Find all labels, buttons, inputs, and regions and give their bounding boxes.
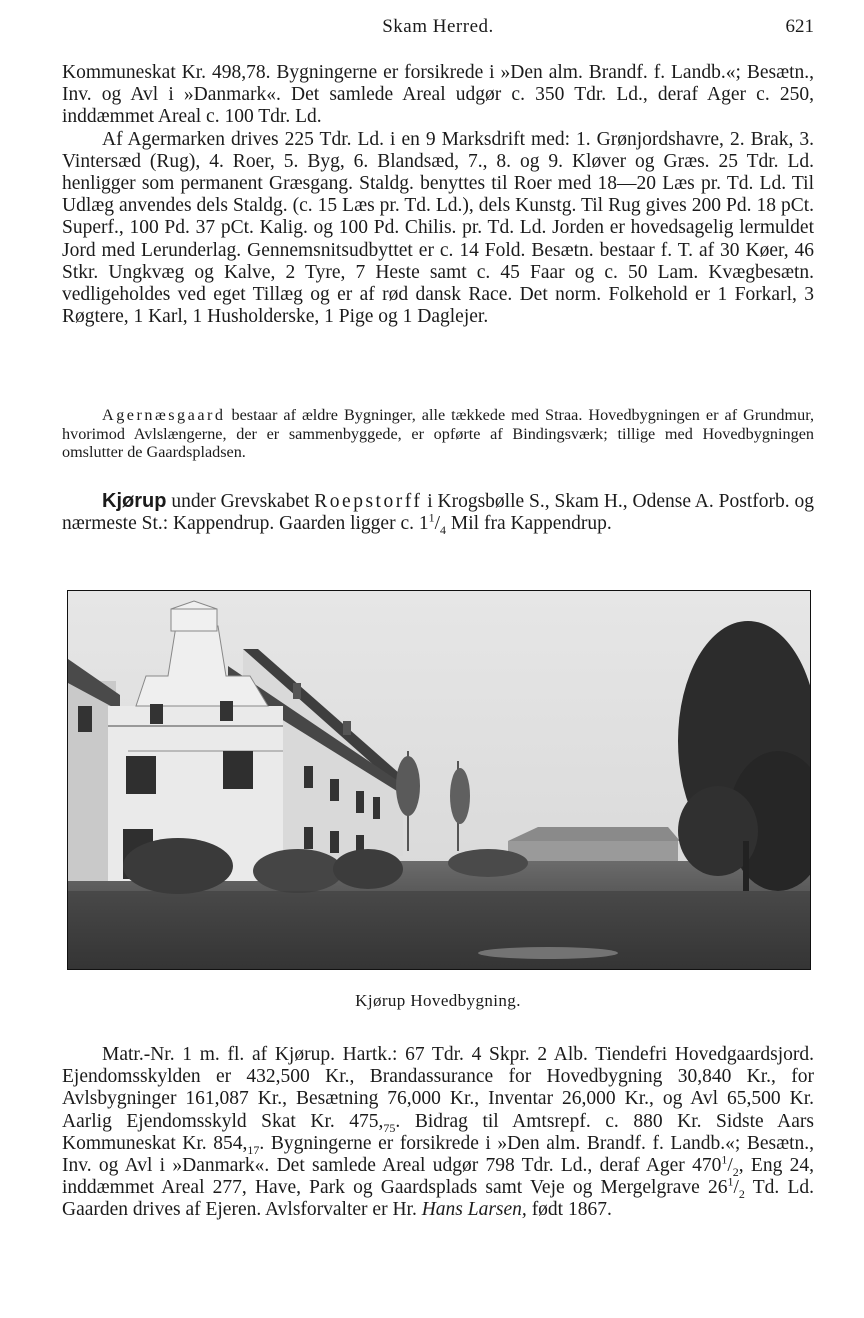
manor-photo-image xyxy=(68,591,810,969)
photo-caption: Kjørup Hovedbygning. xyxy=(355,991,521,1010)
paragraph-taxes-area: Kommuneskat Kr. 498,78. Bygningerne er forsikrede i »Den alm. Brandf. f. Landb.«; Besætn., Inv. og Avl i »Danmark«. Det samlede Areal udgør c. 350 Tdr. Ld., deraf Ager c. 250, inddæmmet Areal c. 100 Tdr. Ld. xyxy=(62,62,814,128)
details-text-c: . Bygningerne er forsikrede i »Den alm. Brandf. f. Landb.«; Besætn., Inv. og Avl i »Danmark«. Det samlede Areal udgør 798 Tdr. Ld., deraf Ager 470 xyxy=(62,1132,815,1177)
estate-heading xyxy=(62,490,814,538)
agernaesgaard-text xyxy=(62,62,814,328)
fraction1-numerator: 1 xyxy=(721,1152,728,1167)
paragraph-farming: Af Agermarken drives 225 Tdr. Ld. i en 9 Marksdrift med: 1. Grønjordshavre, 2. Brak, 3. Vintersæd (Rug), 4. Roer, 5. Byg, 6. Blandsæd, 7., 8. og 9. Kløver og Græs. 25 Tdr. Ld. henligger som permanent Græsgang. Staldg. benyttes til Roer med 18—20 Læs pr. Td. Ld. Til Udlæg anvendes dels Staldg. (c. 15 Læs pr. Td. Ld.), dels Kunstg. Til Rug gives 200 Pd. 18 pCt. Superf., 100 Pd. 37 pCt. Kalig. og 100 Pd. Chilis. pr. Td. Ld. Jorden er hovedsagelig lermuldet Jord med Lerunderlag. Gennemsnitsudbyttet er c. 14 Fold. Besætn. bestaar f. T. af 30 Køer, 46 Stkr. Ungkvæg og Kalve, 2 Tyre, 7 Heste samt c. 45 Faar og c. 50 Lam. Kvægbesætn. vedligeholdes ved eget Tillæg og er af rød dansk Race. Det norm. Folkehold er 1 Forkarl, 3 Røgtere, 1 Karl, 1 Husholderske, 1 Pige og 1 Daglejer. xyxy=(62,128,814,328)
county-name: Roepstorff xyxy=(314,491,423,512)
details-text-f: født 1867. xyxy=(526,1199,612,1221)
estate-text-3: Mil fra Kappendrup. xyxy=(446,513,612,535)
header-title: Skam Herred. xyxy=(382,16,494,37)
subscript-75: 75 xyxy=(383,1120,396,1135)
note-estate-name: Agernæsgaard xyxy=(102,406,226,424)
fraction2-numerator: 1 xyxy=(727,1174,734,1189)
details-text-d: , Eng 24, inddæmmet Areal 277, Have, Park og Gaardsplads samt Veje og Mergelgrave 26 xyxy=(62,1155,814,1199)
kjorup-details-paragraph: Matr.-Nr. 1 m. fl. af Kjørup. Hartk.: 67 Tdr. 4 Skpr. 2 Alb. Tiendefri Hovedgaardsjord. Ejendomsskylden er 432,500 Kr., Brandassurance for Hovedbygning 30,840 Kr., for Avlsbygninger 161,087 Kr., Besætning 76,000 Kr., Inventar 26,000 Kr., og Avl 65,500 Kr. Aarlig Ejendomsskyld Skat Kr. $475,_{75}$. Bidrag til Amtsrepf. c. 880 Kr. Sidste Aars Kommuneskat Kr. $854,_{17}$. Bygningerne er forsikrede i »Den alm. Brandf. f. Landb.«; Besætn., Inv. og Avl i »Danmark«. Det samlede Areal udgør 798 Tdr. Ld., deraf Ager $470^1/_2$, Eng 24, inddæmmet Areal 277, Have, Park og Gaardsplads samt Veje og Mergelgrave $26^1/_2$ Td. Ld. Gaarden drives af Ejeren. Avlsforvalter er Hr. Hans Larsen, født 1867. xyxy=(62,1044,815,1221)
manor-photo xyxy=(67,590,811,970)
fraction1-denominator: 2 xyxy=(732,1164,739,1179)
fraction-denominator: 4 xyxy=(440,523,447,538)
estate-intro-paragraph: Kjørup under Grevskabet Roepstorff i Krogsbølle S., Skam H., Odense A. Postforb. og nærmeste St.: Kappendrup. Gaarden ligger c. $1^1/_4$ Mil fra Kappendrup. xyxy=(62,490,814,538)
subscript-17: 17 xyxy=(247,1142,260,1157)
building-note-paragraph xyxy=(62,406,814,462)
manager-name: Hans Larsen, xyxy=(421,1199,527,1221)
kjorup-details xyxy=(62,1044,814,1222)
running-header xyxy=(62,16,814,40)
details-text-e: Td. Ld. Gaarden drives af Ejeren. Avlsforvalter er Hr. xyxy=(62,1177,814,1221)
note-text: bestaar af ældre Bygninger, alle tækkede med Straa. Hovedbygningen er af Grundmur, hvorimod Avlslængerne, der er sammenbyggede, er opførte af Bindingsværk; tillige med Hovedbygningen omslutter de Gaardspladsen. xyxy=(62,406,814,462)
estate-name: Kjørup xyxy=(102,490,167,512)
estate-text-2: i Krogsbølle S., Skam H., Odense A. Postforb. og nærmeste St.: Kappendrup. Gaarden ligger c. 1 xyxy=(62,491,814,535)
details-text-b: . Bidrag til Amtsrepf. c. 880 Kr. Sidste Aars Kommuneskat Kr. 854, xyxy=(62,1110,814,1154)
building-note xyxy=(62,406,814,462)
details-text-a: Matr.-Nr. 1 m. fl. af Kjørup. Hartk.: 67 Tdr. 4 Skpr. 2 Alb. Tiendefri Hovedgaardsjord. Ejendomsskylden er 432,500 Kr., Brandassurance for Hovedbygning 30,840 Kr., for Avlsbygninger 161,087 Kr., Besætning 76,000 Kr., Inventar 26,000 Kr., og Avl 65,500 Kr. Aarlig Ejendomsskyld Skat Kr. 475, xyxy=(62,1044,814,1132)
fraction-numerator: 1 xyxy=(428,510,435,525)
fraction2-denominator: 2 xyxy=(738,1187,745,1202)
page-number: 621 xyxy=(785,16,814,37)
estate-text-1: under Grevskabet xyxy=(166,491,315,512)
